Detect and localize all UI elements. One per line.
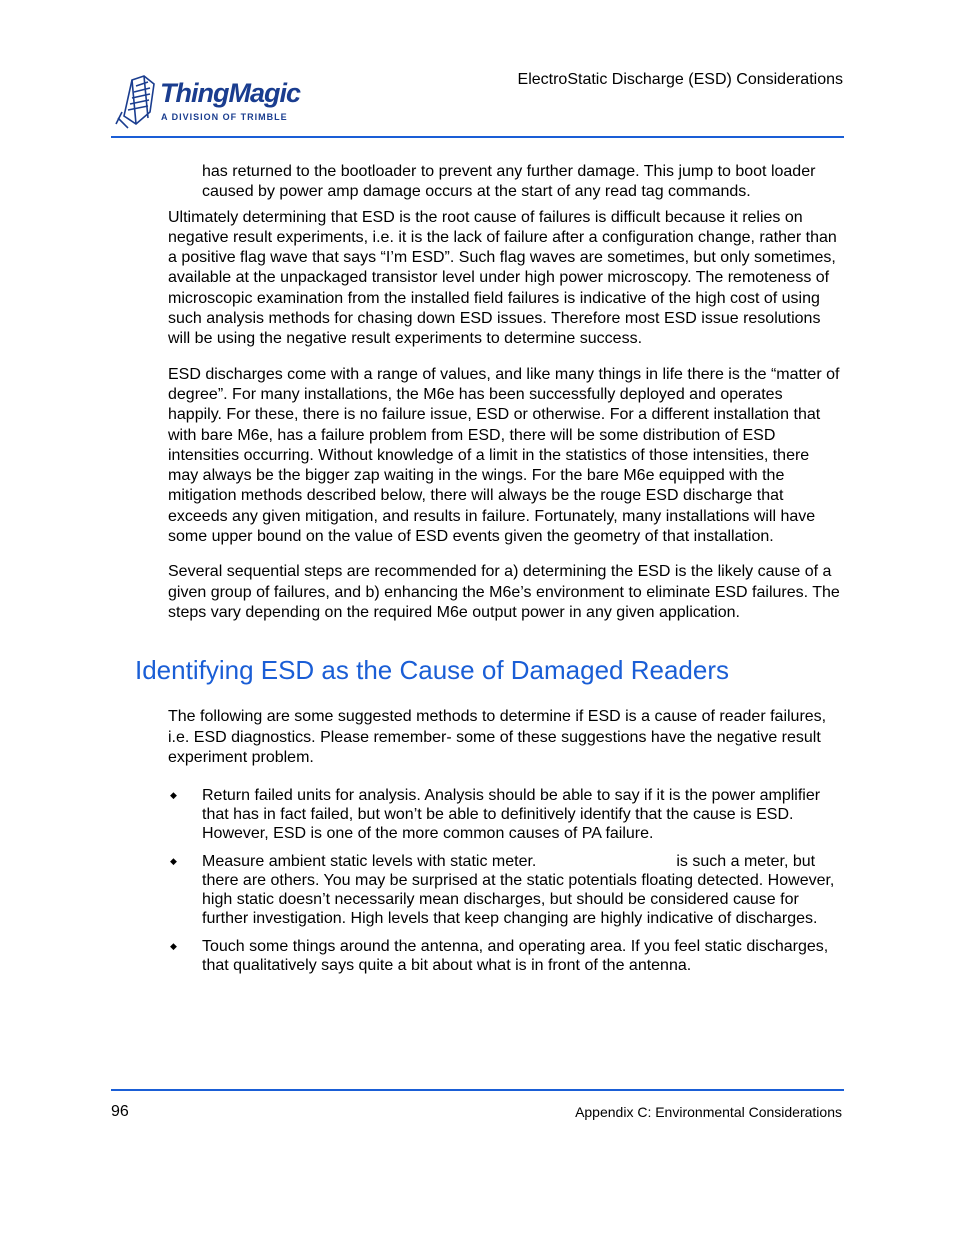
list-item-text: Return failed units for analysis. Analysis should be able to say if it is the power amplifier that has in fact failed, but won’t be able to definitively identify that the cause is ESD. However, ESD is one of the more common causes of PA failure. [202,787,821,843]
list-item-text-start: Measure ambient static levels with static meter. [202,853,537,871]
logo-tagline: A DIVISION OF TRIMBLE [161,112,288,122]
footer-rule [111,1089,844,1091]
list-item-text-rest: is such a meter, but there are others. You may be surprised at the static potentials floating detected. However, high static doesn’t necessarily mean discharges, but should be considered cause for further investigation. High levels that keep changing are highly indicative of discharges. [202,853,835,928]
body-paragraph: ESD discharges come with a range of values, and like many things in life there is the “matter of degree”. For many installations, the M6e has been successfully deployed and operates happily. For these, there is no failure issue, ESD or otherwise. For a different installation that with bare M6e, has a failure problem from ESD, there will be some distribution of ESD intensities occurring. Without knowledge of a limit in the statistics of those intensities, there may always be the bigger zap waiting in the wings. For the bare M6e equipped with the mitigation methods described below, there will always be the rouge ESD discharge that exceeds any given mitigation, and results in failure. Fortunately, many installations will have some upper bound on the value of ESD events given the geometry of that installation. [168,365,840,546]
list-item [168,937,840,975]
logo-wordmark: ThingMagic [160,78,300,108]
body-paragraph: Several sequential steps are recommended for a) determining the ESD is the likely cause of a given group of failures, and b) enhancing the M6e’s environment to eliminate ESD failures. The steps vary depending on the required M6e output power in any given application. [168,563,840,621]
header-rule [111,136,844,138]
page-number: 96 [111,1103,129,1120]
body-paragraph: Ultimately determining that ESD is the root cause of failures is difficult because it relies on negative result experiments, i.e. it is the lack of failure after a configuration change, rather than a positive flag wave that says “I’m ESD”. Such flag waves are sometimes, but only sometimes, available at the unpackaged transistor level under high power microscopy. The remoteness of microscopic examination from the installed field failures is indicative of the high cost of using such analysis methods for chasing down ESD issues. Therefore most ESD issue resolutions will be using the negative result experiments to determine success. [168,208,837,348]
continuation-text: has returned to the bootloader to prevent any further damage. This jump to boot loader caused by power amp damage occurs at the start of any read tag commands. [202,163,816,201]
list-item [168,852,840,928]
diamond-bullet-icon: ◆ [170,856,177,867]
list-item-text [202,852,840,928]
section-intro: The following are some suggested methods to determine if ESD is a cause of reader failures, i.e. ESD diagnostics. Please remember- some of these suggestions have the negative result experiment problem. [168,708,827,766]
page-content [135,162,840,984]
list-item [168,786,840,843]
list-item-text: Touch some things around the antenna, and operating area. If you feel static discharges, that qualitatively says quite a bit about what is in front of the antenna. [202,938,829,975]
thingmagic-logo [114,72,314,132]
logo-emblem-icon [114,72,162,132]
section-heading: Identifying ESD as the Cause of Damaged Readers [135,655,730,686]
diagnostics-list [168,786,840,975]
diamond-bullet-icon: ◆ [170,790,177,801]
diamond-bullet-icon: ◆ [170,941,177,952]
footer-chapter-title: Appendix C: Environmental Considerations [575,1104,842,1120]
running-header-title: ElectroStatic Discharge (ESD) Considerations [517,71,843,88]
